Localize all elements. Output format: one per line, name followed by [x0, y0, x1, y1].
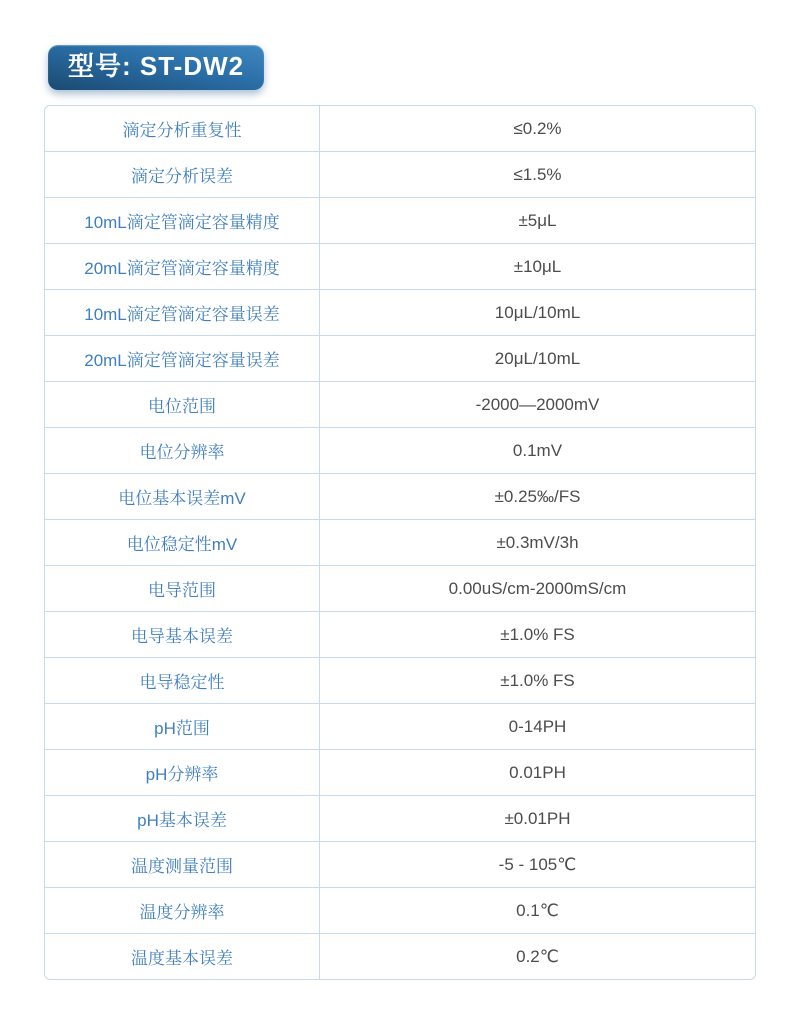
spec-value-cell: ≤1.5%: [320, 152, 755, 198]
spec-value-cell: ±5μL: [320, 198, 755, 244]
spec-row: [45, 152, 755, 198]
spec-param-cell: 电位范围: [45, 382, 320, 428]
spec-param-cell: 20mL滴定管滴定容量误差: [45, 336, 320, 382]
spec-row: [45, 796, 755, 842]
spec-param-cell: 10mL滴定管滴定容量精度: [45, 198, 320, 244]
spec-row: [45, 290, 755, 336]
spec-value-cell: ±10μL: [320, 244, 755, 290]
model-badge-label: 型号: ST-DW2: [68, 51, 245, 81]
spec-value-cell: -2000—2000mV: [320, 382, 755, 428]
spec-value-cell: 10μL/10mL: [320, 290, 755, 336]
spec-param-cell: 电位基本误差mV: [45, 474, 320, 520]
spec-row: [45, 704, 755, 750]
spec-row: [45, 842, 755, 888]
spec-row: [45, 106, 755, 152]
spec-param-cell: 温度测量范围: [45, 842, 320, 888]
spec-param-cell: 电位分辨率: [45, 428, 320, 474]
spec-param-cell: 温度分辨率: [45, 888, 320, 934]
spec-row: [45, 198, 755, 244]
spec-row: [45, 658, 755, 704]
spec-row: [45, 428, 755, 474]
spec-value-cell: 0-14PH: [320, 704, 755, 750]
spec-param-cell: 20mL滴定管滴定容量精度: [45, 244, 320, 290]
spec-row: [45, 336, 755, 382]
spec-param-cell: 电位稳定性mV: [45, 520, 320, 566]
spec-value-cell: ±0.25‰/FS: [320, 474, 755, 520]
spec-table-body: [45, 106, 755, 979]
spec-table: [44, 105, 756, 980]
spec-row: [45, 474, 755, 520]
spec-value-cell: ±1.0% FS: [320, 658, 755, 704]
spec-value-cell: 0.01PH: [320, 750, 755, 796]
spec-param-cell: 滴定分析重复性: [45, 106, 320, 152]
spec-value-cell: 0.1mV: [320, 428, 755, 474]
spec-value-cell: ±0.01PH: [320, 796, 755, 842]
spec-param-cell: 电导基本误差: [45, 612, 320, 658]
spec-param-cell: 10mL滴定管滴定容量误差: [45, 290, 320, 336]
spec-param-cell: pH基本误差: [45, 796, 320, 842]
spec-value-cell: 20μL/10mL: [320, 336, 755, 382]
spec-value-cell: ≤0.2%: [320, 106, 755, 152]
spec-row: [45, 934, 755, 979]
spec-param-cell: pH范围: [45, 704, 320, 750]
spec-row: [45, 612, 755, 658]
spec-row: [45, 888, 755, 934]
spec-value-cell: -5 - 105℃: [320, 842, 755, 888]
spec-row: [45, 750, 755, 796]
spec-row: [45, 520, 755, 566]
spec-row: [45, 382, 755, 428]
spec-value-cell: ±0.3mV/3h: [320, 520, 755, 566]
spec-param-cell: 温度基本误差: [45, 934, 320, 979]
spec-param-cell: 电导稳定性: [45, 658, 320, 704]
spec-param-cell: 电导范围: [45, 566, 320, 612]
spec-value-cell: 0.2℃: [320, 934, 755, 979]
spec-param-cell: pH分辨率: [45, 750, 320, 796]
spec-value-cell: ±1.0% FS: [320, 612, 755, 658]
spec-row: [45, 244, 755, 290]
spec-row: [45, 566, 755, 612]
spec-param-cell: 滴定分析误差: [45, 152, 320, 198]
spec-value-cell: 0.00uS/cm-2000mS/cm: [320, 566, 755, 612]
model-badge: [48, 45, 264, 90]
spec-value-cell: 0.1℃: [320, 888, 755, 934]
